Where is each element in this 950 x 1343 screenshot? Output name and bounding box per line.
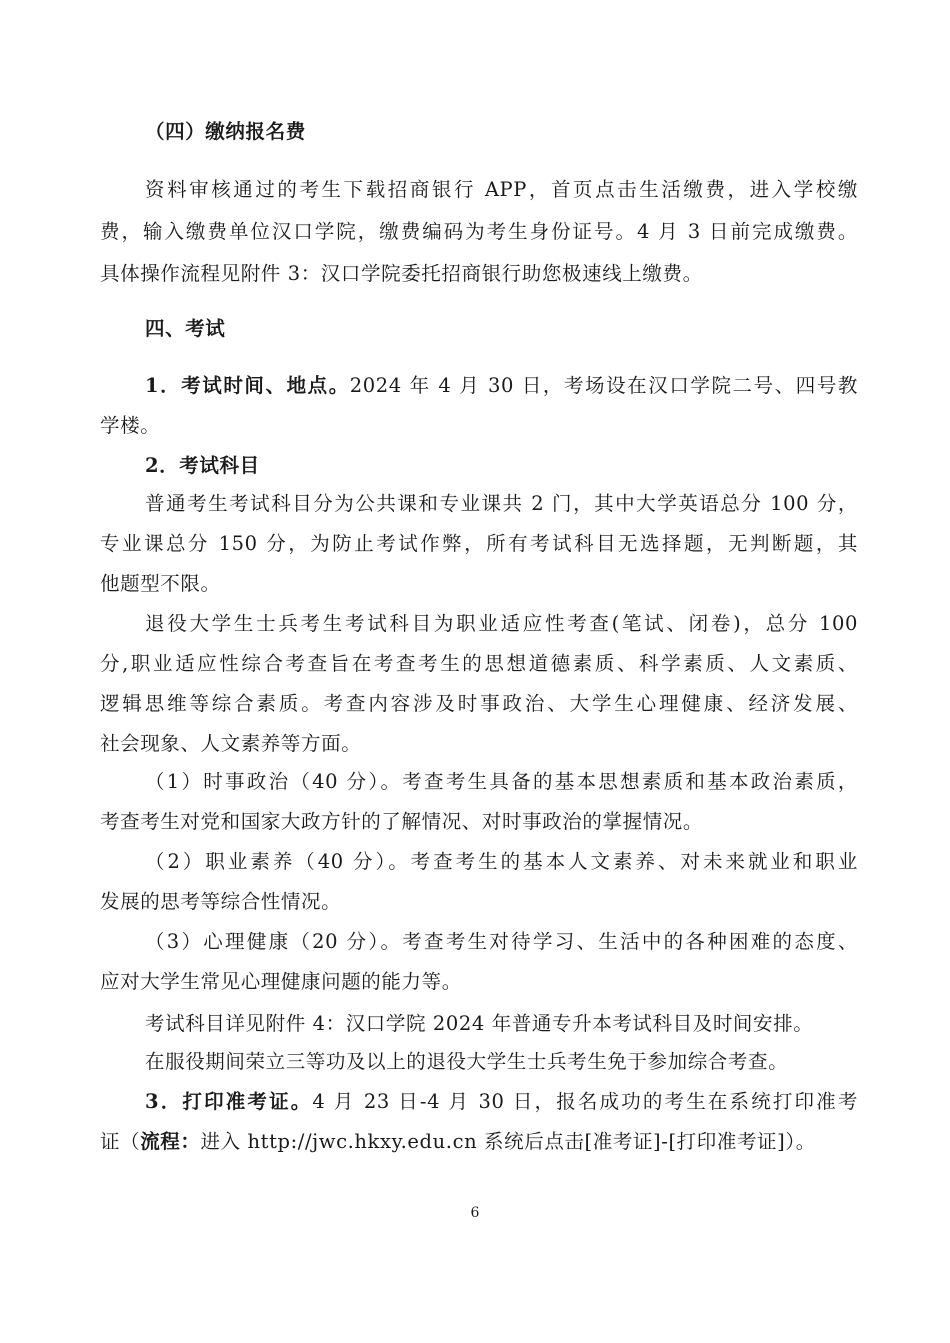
mental-health-line-2: 应对大学生常见心理健康问题的能力等。 (100, 970, 462, 993)
admission-ticket-line-2 (100, 1128, 858, 1156)
general-subjects-line-2: 专业课总分 150 分，为防止考试作弊，所有考试科目无选择题，无判断题，其 (100, 532, 858, 555)
veteran-subjects-line-2: 分,职业适应性综合考查旨在考查考生的思想道德素质、科学素质、人文素质、 (100, 652, 858, 675)
fee-paragraph-line-1: 资料审核通过的考生下载招商银行 APP，首页点击生活缴费，进入学校缴 (145, 178, 858, 201)
professional-quality-line-1: （2）职业素养（40 分）。考查考生的基本人文素养、对未来就业和职业 (145, 850, 858, 873)
fee-paragraph-line-2: 费，输入缴费单位汉口学院，缴费编码为考生身份证号。4 月 3 日前完成缴费。 (100, 220, 858, 243)
fee-paragraph-line-3: 具体操作流程见附件 3：汉口学院委托招商银行助您极速线上缴费。 (100, 262, 703, 285)
exam-time-place-line-1 (145, 372, 858, 400)
exam-time-place-text: 2024 年 4 月 30 日，考场设在汉口学院二号、四号教 (349, 374, 858, 397)
exam-time-place-label: 1．考试时间、地点。 (145, 374, 350, 397)
admission-ticket-text: 4 月 23 日-4 月 30 日，报名成功的考生在系统打印准考 (312, 1090, 858, 1113)
exam-subjects-heading: 2．考试科目 (145, 454, 260, 477)
veteran-subjects-line-1: 退役大学生士兵考生考试科目为职业适应性考查(笔试、闭卷)，总分 100 (145, 612, 858, 635)
admission-ticket-process-text: 进入 http://jwc.hkxy.edu.cn 系统后点击[准考证]-[打印准考证]）。 (200, 1130, 816, 1153)
current-affairs-line-1: （1）时事政治（40 分）。考查考生具备的基本思想素质和基本政治素质， (145, 770, 858, 793)
exemption-note: 在服役期间荣立三等功及以上的退役大学生士兵考生免于参加综合考查。 (145, 1050, 789, 1073)
professional-quality-line-2: 发展的思考等综合性情况。 (100, 890, 342, 913)
admission-ticket-label: 3．打印准考证。 (145, 1090, 313, 1113)
attachment-note: 考试科目详见附件 4：汉口学院 2024 年普通专升本考试科目及时间安排。 (145, 1012, 814, 1035)
fee-section-heading: （四）缴纳报名费 (145, 120, 306, 143)
current-affairs-line-2: 考查考生对党和国家大政方针的了解情况、对时事政治的掌握情况。 (100, 810, 704, 833)
page-number: 6 (470, 1205, 480, 1221)
general-subjects-line-1: 普通考生考试科目分为公共课和专业课共 2 门，其中大学英语总分 100 分， (145, 492, 858, 515)
admission-ticket-line-1 (145, 1088, 858, 1116)
mental-health-line-1: （3）心理健康（20 分）。考查考生对待学习、生活中的各种困难的态度、 (145, 930, 858, 953)
exam-time-place-line-2: 学楼。 (100, 414, 161, 437)
veteran-subjects-line-3: 逻辑思维等综合素质。考查内容涉及时事政治、大学生心理健康、经济发展、 (100, 692, 858, 715)
exam-section-heading: 四、考试 (145, 317, 226, 340)
admission-ticket-process-label: 流程： (140, 1130, 201, 1153)
veteran-subjects-line-4: 社会现象、人文素养等方面。 (100, 732, 362, 755)
admission-ticket-prefix: 证（ (100, 1130, 141, 1153)
general-subjects-line-3: 他题型不限。 (100, 572, 221, 595)
